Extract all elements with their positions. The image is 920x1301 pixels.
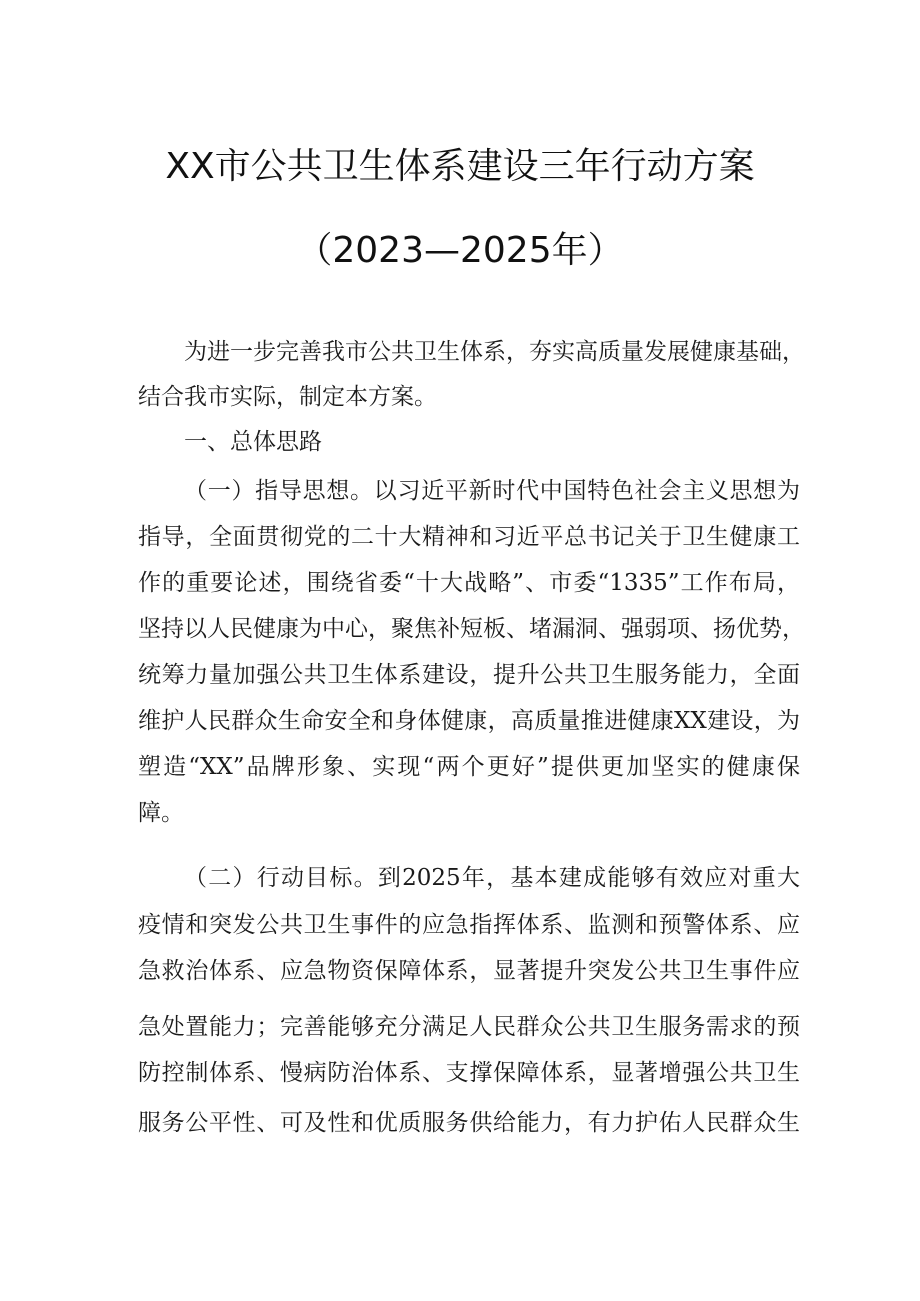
guiding-thought-line: 维护人民群众生命安全和身体健康，高质量推进健康XX建设，为 xyxy=(138,708,800,734)
action-goals-line: 急处置能力；完善能够充分满足人民群众公共卫生服务需求的预 xyxy=(138,1014,800,1040)
guiding-thought-line: 作的重要论述，围绕省委“十大战略”、市委“1335”工作布局， xyxy=(138,570,800,596)
guiding-thought-line: （一）指导思想。以习近平新时代中国特色社会主义思想为 xyxy=(184,478,800,504)
guiding-thought-line: 坚持以人民健康为中心，聚焦补短板、堵漏洞、强弱项、扬优势， xyxy=(138,616,805,642)
action-goals-line: 服务公平性、可及性和优质服务供给能力，有力护佑人民群众生 xyxy=(138,1110,800,1136)
section-heading: 一、总体思路 xyxy=(184,429,322,455)
action-goals-line: （二）行动目标。到2025年，基本建成能够有效应对重大 xyxy=(184,865,800,891)
document-subtitle: （2023—2025年） xyxy=(296,230,624,271)
action-goals-line: 防控制体系、慢病防治体系、支撑保障体系，显著增强公共卫生 xyxy=(138,1060,800,1086)
action-goals-line: 急救治体系、应急物资保障体系，显著提升突发公共卫生事件应 xyxy=(138,958,800,984)
guiding-thought-line: 障。 xyxy=(138,800,184,826)
document-title: XX市公共卫生体系建设三年行动方案 xyxy=(165,146,755,187)
intro-line: 为进一步完善我市公共卫生体系，夯实高质量发展健康基础， xyxy=(184,339,805,365)
intro-line: 结合我市实际，制定本方案。 xyxy=(138,384,437,410)
guiding-thought-line: 指导，全面贯彻党的二十大精神和习近平总书记关于卫生健康工 xyxy=(138,524,800,550)
guiding-thought-line: 统筹力量加强公共卫生体系建设，提升公共卫生服务能力，全面 xyxy=(138,662,800,688)
guiding-thought-line: 塑造“XX”品牌形象、实现“两个更好”提供更加坚实的健康保 xyxy=(138,754,800,780)
action-goals-line: 疫情和突发公共卫生事件的应急指挥体系、监测和预警体系、应 xyxy=(138,912,800,938)
